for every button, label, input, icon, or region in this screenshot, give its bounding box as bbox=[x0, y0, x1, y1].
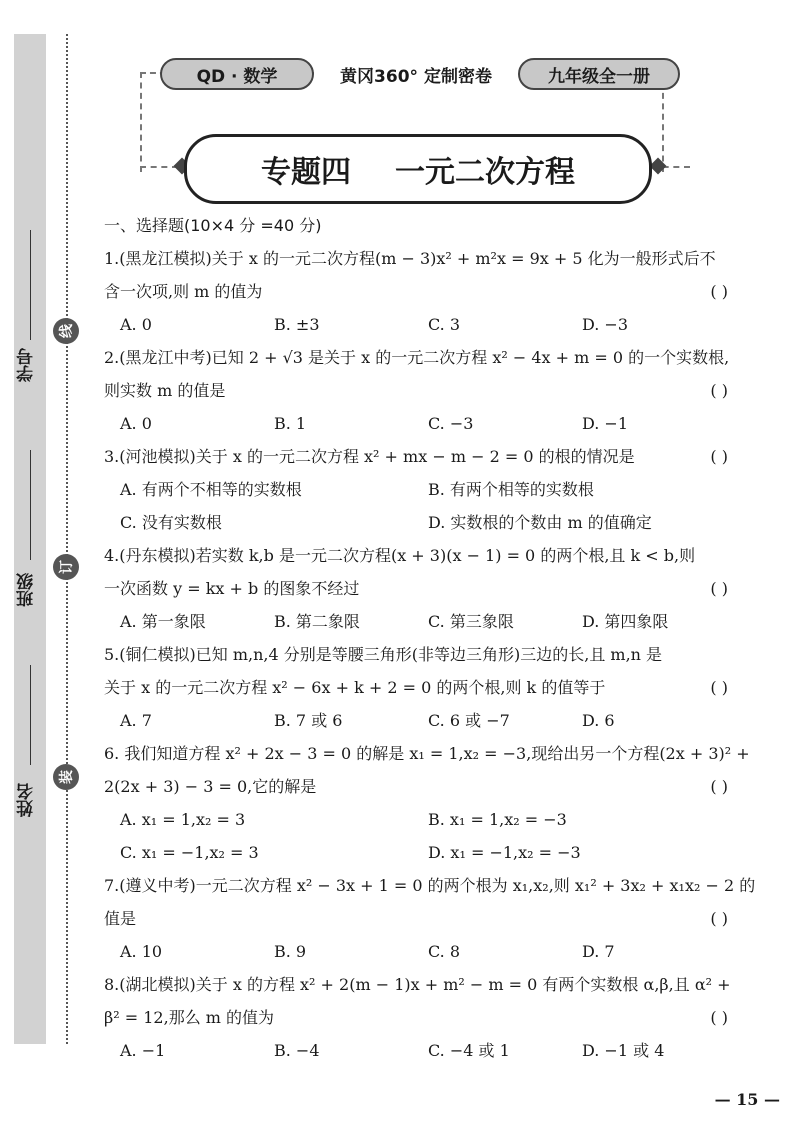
option: B. ±3 bbox=[274, 315, 320, 334]
header-bar bbox=[160, 58, 680, 90]
option: C. 第三象限 bbox=[428, 612, 514, 631]
question-8-options bbox=[104, 1034, 736, 1067]
bind-mark-line-top: 线 bbox=[53, 318, 79, 344]
fill-line-id bbox=[30, 230, 31, 340]
option: C. 3 bbox=[428, 315, 461, 334]
option: D. −3 bbox=[582, 315, 629, 334]
question-7-line1: 7.(遵义中考)一元二次方程 x² − 3x + 1 = 0 的两个根为 x₁,x₂,则 x₁² + 3x₂ + x₁x₂ − 2 的 bbox=[104, 876, 756, 895]
question-1-line1: 1.(黑龙江模拟)关于 x 的一元二次方程(m − 3)x² + m²x = 9x + 5 化为一般形式后不 bbox=[104, 249, 716, 268]
answer-paren: ( ) bbox=[710, 678, 728, 697]
option: A. 有两个不相等的实数根 bbox=[120, 480, 302, 499]
question-8-line2 bbox=[104, 1001, 736, 1034]
question-2-options bbox=[104, 407, 736, 440]
question-6-line1: 6. 我们知道方程 x² + 2x − 3 = 0 的解是 x₁ = 1,x₂ = −3,现给出另一个方程(2x + 3)² + bbox=[104, 744, 750, 763]
option: D. 第四象限 bbox=[582, 612, 669, 631]
answer-paren: ( ) bbox=[710, 579, 728, 598]
question-4-line1: 4.(丹东模拟)若实数 k,b 是一元二次方程(x + 3)(x − 1) = 0 的两个根,且 k < b,则 bbox=[104, 546, 696, 565]
question-8-text: β² = 12,那么 m 的值为 bbox=[104, 1008, 275, 1027]
question-5-line2 bbox=[104, 671, 736, 704]
option: C. x₁ = −1,x₂ = 3 bbox=[120, 843, 259, 862]
option: B. 9 bbox=[274, 942, 307, 961]
question-3-options-row2 bbox=[104, 506, 736, 539]
question-3-options-row1 bbox=[104, 473, 736, 506]
title-left-dash bbox=[140, 166, 178, 168]
label-class: 班级 bbox=[17, 573, 37, 607]
option: B. 有两个相等的实数根 bbox=[428, 480, 594, 499]
question-1-text: 含一次项,则 m 的值为 bbox=[104, 282, 263, 301]
option: C. 8 bbox=[428, 942, 461, 961]
question-5-options bbox=[104, 704, 736, 737]
answer-paren: ( ) bbox=[710, 447, 728, 466]
option: C. −4 或 1 bbox=[428, 1041, 510, 1060]
question-4-line2 bbox=[104, 572, 736, 605]
question-7-options bbox=[104, 935, 736, 968]
question-4-text: 一次函数 y = kx + b 的图象不经过 bbox=[104, 579, 360, 598]
question-3-text: 3.(河池模拟)关于 x 的一元二次方程 x² + mx − m − 2 = 0 的根的情况是 bbox=[104, 447, 635, 466]
question-6-options-row1 bbox=[104, 803, 736, 836]
option: B. 1 bbox=[274, 414, 307, 433]
option: A. 0 bbox=[120, 414, 152, 433]
question-2-text: 则实数 m 的值是 bbox=[104, 381, 226, 400]
question-6-options-row2 bbox=[104, 836, 736, 869]
page-number: — 15 — bbox=[714, 1090, 780, 1109]
title-part2: 一元二次方程 bbox=[395, 155, 575, 190]
option: C. 没有实数根 bbox=[120, 513, 222, 532]
option: C. −3 bbox=[428, 414, 474, 433]
answer-paren: ( ) bbox=[710, 909, 728, 928]
option: B. −4 bbox=[274, 1041, 320, 1060]
question-6-line2 bbox=[104, 770, 736, 803]
answer-paren: ( ) bbox=[710, 282, 728, 301]
label-student-id: 学号 bbox=[17, 348, 37, 382]
question-4-options bbox=[104, 605, 736, 638]
cut-line bbox=[66, 34, 68, 1044]
option: A. −1 bbox=[120, 1041, 166, 1060]
bind-mark-bind: 装 bbox=[53, 764, 79, 790]
question-2-line1: 2.(黑龙江中考)已知 2 + √3 是关于 x 的一元二次方程 x² − 4x + m = 0 的一个实数根, bbox=[104, 348, 730, 367]
option: D. −1 bbox=[582, 414, 629, 433]
option: B. 第二象限 bbox=[274, 612, 360, 631]
option: B. 7 或 6 bbox=[274, 711, 343, 730]
question-5-line1: 5.(铜仁模拟)已知 m,n,4 分别是等腰三角形(非等边三角形)三边的长,且 m,n 是 bbox=[104, 645, 663, 664]
answer-paren: ( ) bbox=[710, 1008, 728, 1027]
subject-pill: QD · 数学 bbox=[160, 58, 314, 90]
answer-paren: ( ) bbox=[710, 777, 728, 796]
question-list bbox=[104, 212, 756, 1067]
option: B. x₁ = 1,x₂ = −3 bbox=[428, 810, 567, 829]
question-3-line1 bbox=[104, 440, 736, 473]
option: A. 7 bbox=[120, 711, 152, 730]
option: A. 0 bbox=[120, 315, 152, 334]
fill-line-name bbox=[30, 665, 31, 765]
section-heading: 一、选择题(10×4 分 =40 分) bbox=[104, 216, 322, 235]
title-part1: 专题四 bbox=[261, 155, 351, 190]
option: D. 实数根的个数由 m 的值确定 bbox=[428, 513, 652, 532]
option: C. 6 或 −7 bbox=[428, 711, 510, 730]
page-title bbox=[184, 134, 652, 204]
question-6-text: 2(2x + 3) − 3 = 0,它的解是 bbox=[104, 777, 317, 796]
question-7-line2 bbox=[104, 902, 736, 935]
option: A. 第一象限 bbox=[120, 612, 206, 631]
question-2-line2 bbox=[104, 374, 736, 407]
bind-mark-staple: 订 bbox=[53, 554, 79, 580]
grade-pill: 九年级全一册 bbox=[518, 58, 680, 90]
question-8-line1: 8.(湖北模拟)关于 x 的方程 x² + 2(m − 1)x + m² − m = 0 有两个实数根 α,β,且 α² + bbox=[104, 975, 731, 994]
option: A. 10 bbox=[120, 942, 163, 961]
question-5-text: 关于 x 的一元二次方程 x² − 6x + k + 2 = 0 的两个根,则 k 的值等于 bbox=[104, 678, 606, 697]
answer-paren: ( ) bbox=[710, 381, 728, 400]
fill-line-class bbox=[30, 450, 31, 560]
option: D. 7 bbox=[582, 942, 615, 961]
option: D. x₁ = −1,x₂ = −3 bbox=[428, 843, 581, 862]
question-1-line2 bbox=[104, 275, 736, 308]
option: D. 6 bbox=[582, 711, 615, 730]
question-7-text: 值是 bbox=[104, 909, 137, 928]
question-1-options bbox=[104, 308, 736, 341]
option: A. x₁ = 1,x₂ = 3 bbox=[120, 810, 246, 829]
option: D. −1 或 4 bbox=[582, 1041, 665, 1060]
series-name: 黄冈360° 定制密卷 bbox=[314, 62, 518, 87]
label-name: 姓名 bbox=[17, 783, 37, 817]
